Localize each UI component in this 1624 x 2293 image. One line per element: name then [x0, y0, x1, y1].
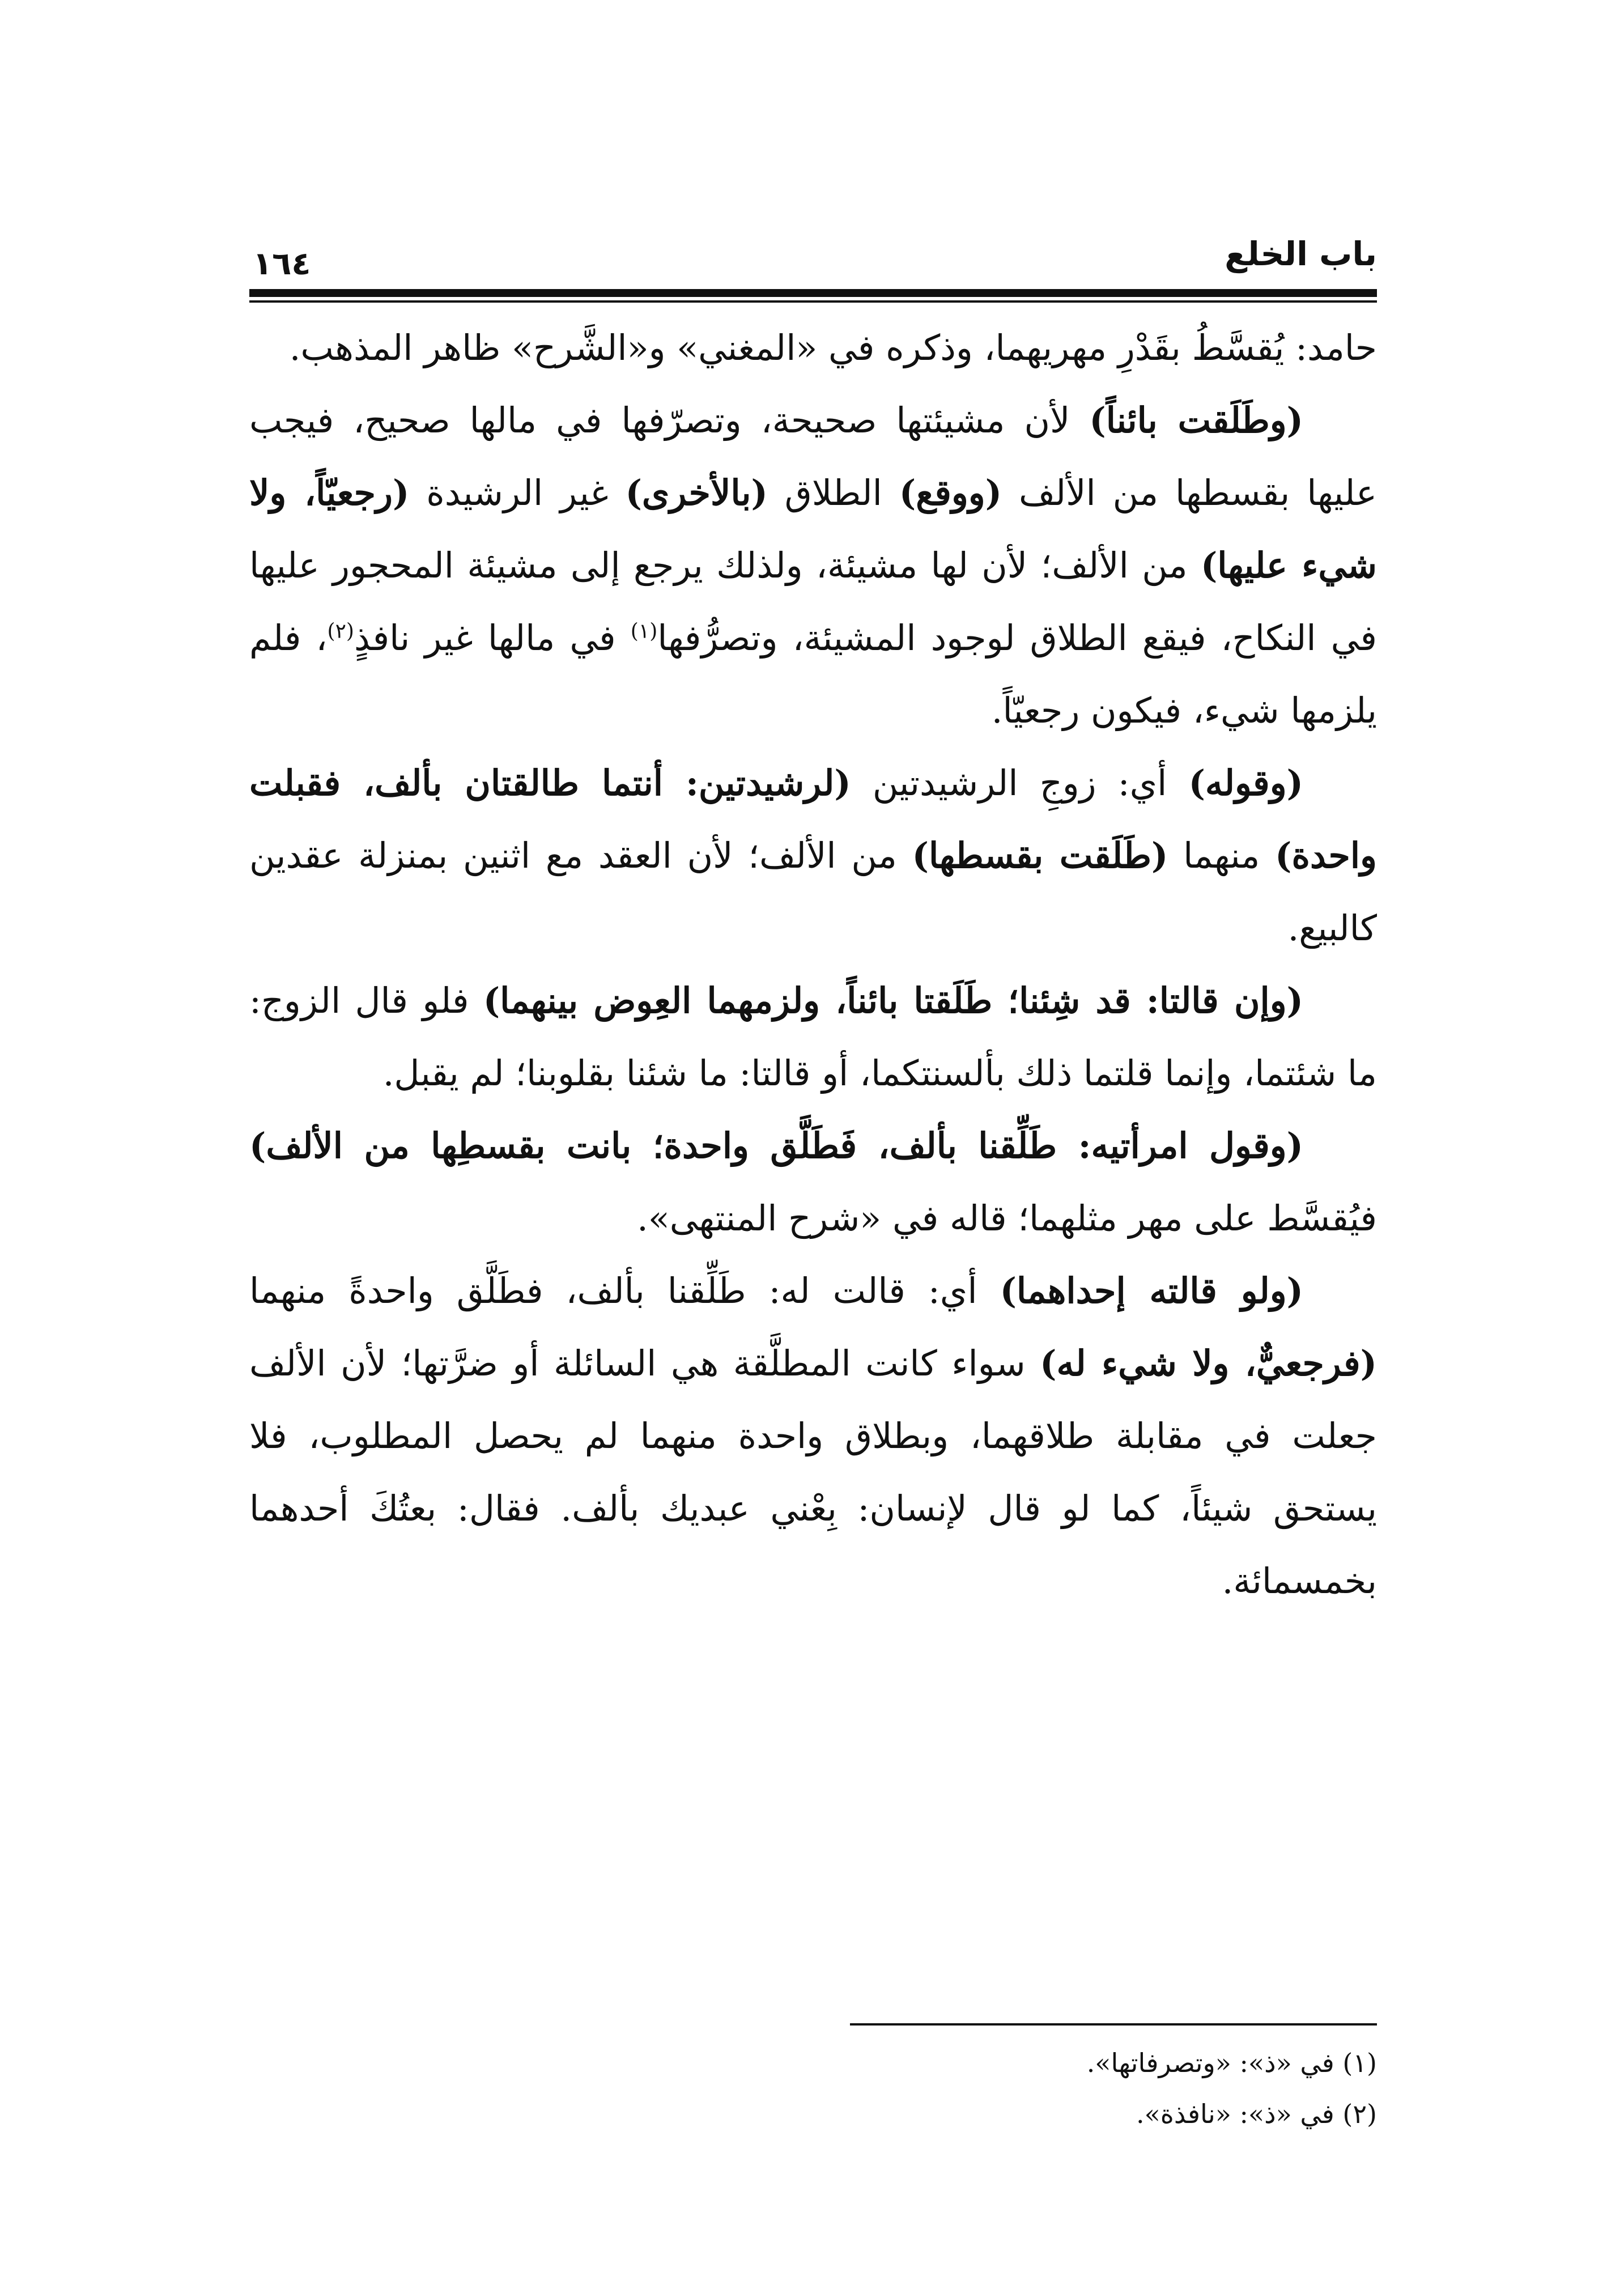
matn-text: (رجعيّاً، ولا شيء عليها)	[249, 472, 1377, 586]
sharh-text: حامد: يُقسَّطُ بقَدْرِ مهريهما، وذكره في «المغني» و«الشَّرح» ظاهر المذهب.	[289, 327, 1377, 368]
paragraph	[249, 1110, 1377, 1255]
sharh-text: غير الرشيدة	[409, 472, 626, 513]
paragraph	[249, 965, 1377, 1110]
page-number: ١٦٤	[253, 245, 311, 282]
matn-text: (بالأخرى)	[625, 472, 768, 513]
page-header	[249, 227, 1377, 300]
sharh-text: فلو قال الزوج: ما شئتما، وإنما قلتما ذلك بألسنتكما، أو قالتا: ما شئنا بقلوبنا؛ لم يقبل.	[249, 980, 1377, 1094]
paragraph	[249, 747, 1377, 965]
sharh-text: لأن مشيئتها صحيحة، وتصرّفها في مالها صحيح، فيجب عليها بقسطها من الألف	[249, 400, 1377, 513]
matn-text: (لرشيدتين: أنتما طالقتان بألف، فقبلت واحدة)	[249, 762, 1377, 876]
header-rule-thin	[249, 300, 1377, 303]
book-page	[249, 227, 1377, 2154]
sharh-text: فيُقسَّط على مهر مثلهما؛ قاله في «شرح المنتهى».	[637, 1198, 1377, 1239]
sharh-text: من الألف؛ لأن العقد مع اثنين بمنزلة عقدين كالبيع.	[249, 835, 1377, 949]
main-text	[249, 312, 1377, 1617]
footnote-marker: (٢)	[327, 619, 354, 643]
matn-text: (فرجعيٌّ، ولا شيء له)	[1040, 1343, 1377, 1384]
sharh-text: سواء كانت المطلَّقة هي السائلة أو ضرَّتها؛ لأن الألف جعلت في مقابلة طلاقهما، وبطلاق واحدة منهما لم يحصل المطلوب، فلا يستحق شيئاً، كما لو قال لإنسان: بِعْني عبديك بألف. فقال: بعتُكَ أحدهما بخمسمائة.	[249, 1343, 1377, 1602]
paragraph	[249, 312, 1377, 384]
paragraph	[249, 1255, 1377, 1617]
footnote-1: (١) في «ذ»: «وتصرفاتها».	[1086, 2048, 1377, 2078]
matn-text: (وقوله)	[1188, 762, 1303, 804]
sharh-text: في مالها غير نافذٍ	[354, 617, 631, 659]
sharh-text: أي: قالت له: طَلِّقنا بألف، فطَلَّق واحدةً منهما	[249, 1270, 1000, 1311]
matn-text: (وقول امرأتيه: طَلِّقنا بألف، فَطَلَّق واحدة؛ بانت بقسطِها من الألف)	[249, 1125, 1303, 1166]
sharh-text: من الألف؛ لأن لها مشيئة، ولذلك يرجع إلى مشيئة المحجور عليها في النكاح، فيقع الطلاق لوجود المشيئة، وتصرُّفها	[249, 545, 1377, 659]
matn-text: (ووقع)	[899, 472, 1002, 513]
footnotes	[249, 2037, 1377, 2139]
footnote-2: (٢) في «ذ»: «نافذة».	[1136, 2099, 1377, 2129]
sharh-text: أي: زوجِ الرشيدتين	[851, 762, 1189, 804]
sharh-text: الطلاق	[767, 472, 899, 513]
matn-text: (طَلَقت بقسطها)	[912, 835, 1168, 876]
matn-text: (وطَلَقت بائناً)	[1089, 400, 1303, 441]
chapter-title: باب الخلع	[1225, 235, 1377, 273]
footnote-marker: (١)	[630, 619, 658, 643]
header-rule-thick	[249, 289, 1377, 297]
footnote-separator	[850, 2023, 1377, 2026]
paragraph	[249, 384, 1377, 747]
matn-text: (ولو قالته إحداهما)	[1000, 1270, 1303, 1311]
matn-text: (وإن قالتا: قد شِئنا؛ طَلَقتا بائناً، ولزمهما العِوض بينهما)	[483, 980, 1303, 1021]
sharh-text: منهما	[1168, 835, 1276, 876]
sharh-text: ، فلم يلزمها شيء، فيكون رجعيّاً.	[249, 617, 1377, 731]
